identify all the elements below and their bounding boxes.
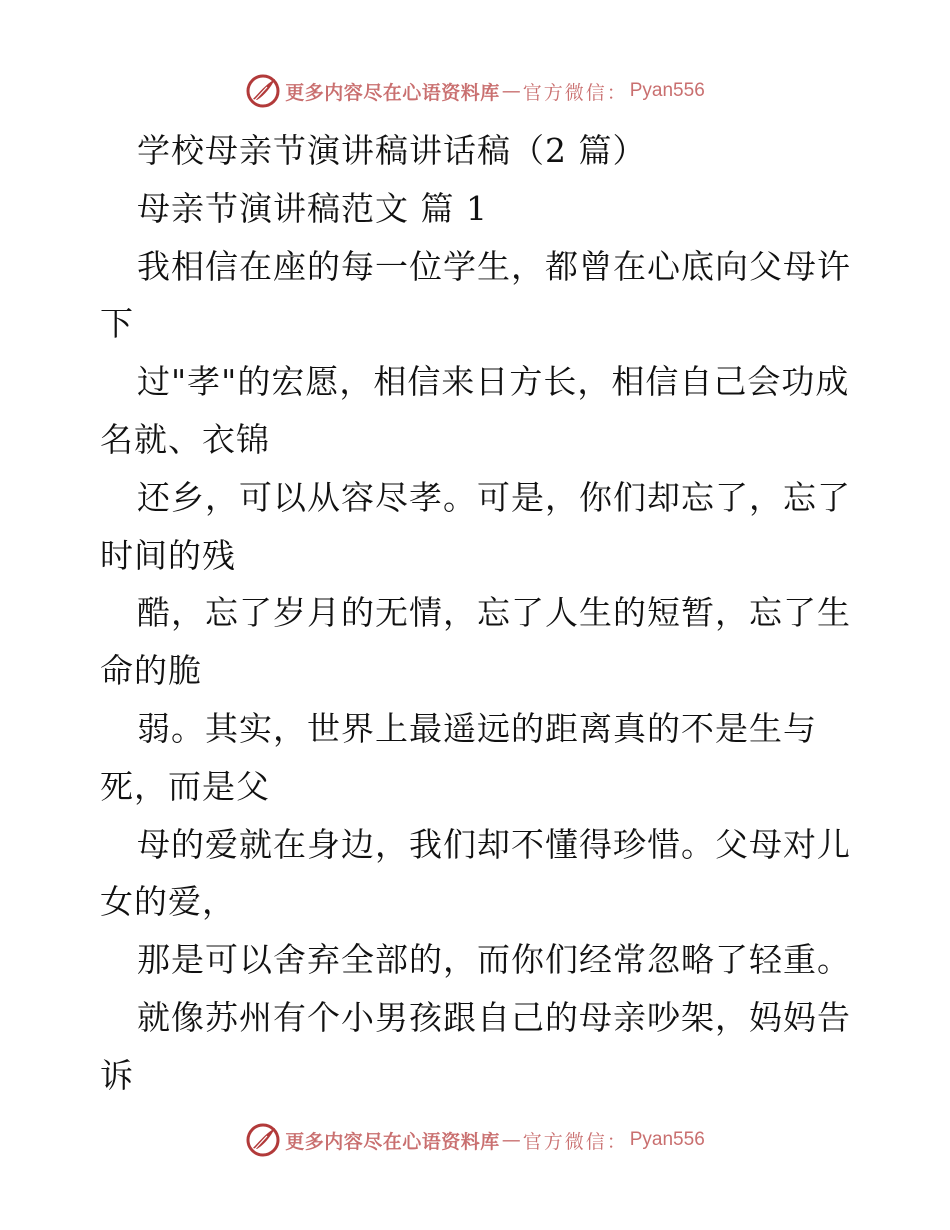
body-text-line: 名就、衣锦 — [100, 419, 270, 459]
body-text-line: 过"孝"的宏愿，相信来日方长，相信自己会功成 — [137, 362, 850, 402]
watermark-label: 官方微信： — [522, 1130, 628, 1153]
watermark-brand: 更多内容尽在心语资料库 — [285, 1130, 500, 1153]
body-text-line: 死，而是父 — [100, 766, 270, 806]
body-text-line: 我相信在座的每一位学生，都曾在心底向父母许 — [137, 246, 851, 286]
document-title: 学校母亲节演讲稿讲话稿（2 篇） — [137, 131, 647, 170]
body-text-line: 诉 — [100, 1055, 134, 1095]
body-text-line: 酷，忘了岁月的无情，忘了人生的短暂，忘了生 — [137, 593, 851, 633]
body-text-line: 命的脆 — [100, 651, 202, 691]
quill-logo-icon — [245, 1122, 281, 1158]
body-text-line: 母的爱就在身边，我们却不懂得珍惜。父母对儿 — [137, 824, 851, 864]
body-text-line: 那是可以舍弃全部的，而你们经常忽略了轻重。 — [137, 940, 851, 980]
watermark-wechat-id: Pyan556 — [629, 80, 705, 101]
body-text-line: 女的爱， — [100, 882, 236, 922]
body-text-line: 就像苏州有个小男孩跟自己的母亲吵架，妈妈告 — [137, 997, 851, 1037]
watermark-separator: — — [501, 1129, 521, 1151]
watermark-label: 官方微信： — [522, 81, 628, 104]
body-text-line: 还乡，可以从容尽孝。可是，你们却忘了，忘了 — [137, 477, 851, 517]
quill-logo-icon — [245, 73, 281, 109]
header-watermark — [0, 71, 950, 111]
body-text-line: 时间的残 — [100, 535, 236, 575]
section-heading: 母亲节演讲稿范文 篇 1 — [137, 188, 488, 228]
document-body — [100, 122, 860, 1105]
footer-watermark — [0, 1120, 950, 1160]
body-text-line: 弱。其实，世界上最遥远的距离真的不是生与 — [137, 708, 817, 748]
watermark-separator: — — [501, 80, 521, 102]
watermark-wechat-id: Pyan556 — [629, 1129, 705, 1150]
body-text-line: 下 — [100, 304, 134, 344]
watermark-brand: 更多内容尽在心语资料库 — [285, 81, 500, 104]
